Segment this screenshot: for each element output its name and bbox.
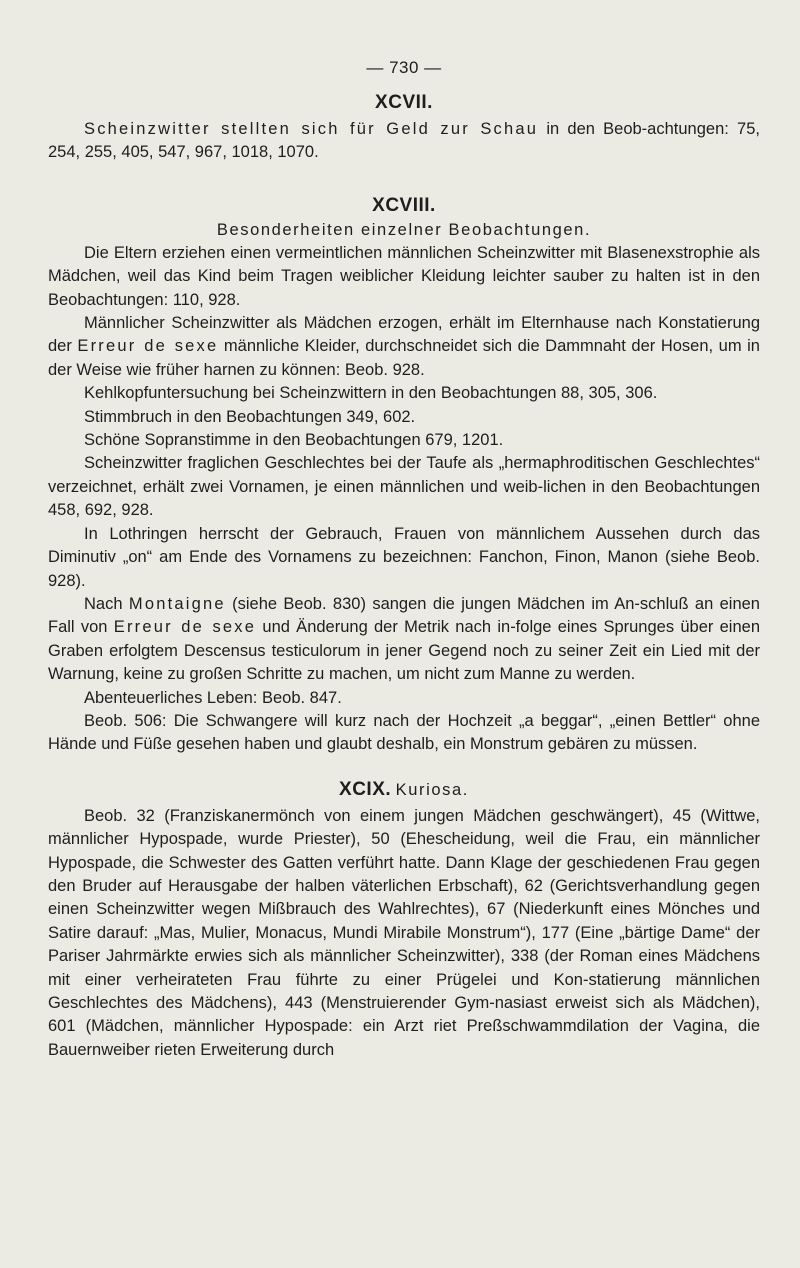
spaced-phrase: Montaigne: [128, 594, 226, 613]
page-number: — 730 —: [366, 58, 442, 77]
paragraph-xcviii-10: Beob. 506: Die Schwangere will kurz nach der Hochzeit „a beggar“, „einen Bettler“ ohne Hände und Füße gesehen haben und glaubt deshalb, ein Monstrum gebären zu müssen.: [48, 711, 760, 754]
spaced-phrase: Erreur de sexe: [77, 337, 219, 356]
paragraph-xcviii-9: Abenteuerliches Leben: Beob. 847.: [84, 688, 342, 707]
paragraph-xcviii-4: Stimmbruch in den Beobachtungen 349, 602.: [84, 407, 416, 426]
paragraph-xcix-1: Beob. 32 (Franziskanermönch von einem jungen Mädchen geschwängert), 45 (Wittwe, männlicher Hypospade, wurde Priester), 50 (Ehescheidung, weil die Frau, ein männlicher Hypospade, die Schwester des Gatten verführt hatte. Dann Klage der geschiedenen Frau gegen den Bruder auf Herausgabe der halben väterlichen Erbschaft), 62 (Gerichtsverhandlung gegen einen Scheinzwitter wegen Mißbrauch des Wahlrechtes), 67 (Niederkunft eines Mönches und Satire darauf: „Mas, Mulier, Monacus, Mundi Mirabile Monstrum“), 177 (Eine „bärtige Dame“ der Pariser Jahrmärkte erwies sich als männlicher Scheinzwitter), 338 (der Roman eines Mädchens mit einer verheirateten Frau führte zu einer Prügelei und Kon-statierung männlichen Geschlechtes des Mädchens), 443 (Menstruierender Gym-nasiast erweist sich als Mädchen), 601 (Mädchen, männlicher Hypospade: ein Arzt riet Preßschwammdilation der Vagina, die Bauernweiber rieten Erweiterung durch: [48, 806, 760, 1059]
text-run: Nach: [84, 594, 129, 613]
paragraph-xcviii-7: In Lothringen herrscht der Gebrauch, Frauen von männlichem Aussehen durch das Diminutiv „on“ am Ende des Vornamens zu bezeichnen: Fanchon, Finon, Manon (siehe Beob. 928).: [48, 524, 760, 590]
section-heading-xcviii: XCVIII.: [372, 194, 436, 216]
paragraph-xcviii-8: [48, 593, 760, 687]
section-subtitle-xcviii: Besonderheiten einzelner Beobachtungen.: [216, 220, 592, 239]
book-page: [48, 58, 760, 1062]
section-heading-xcix: XCIX.: [339, 778, 392, 800]
section-heading-line-xcix: [48, 779, 760, 801]
paragraph-xcviii-3: Kehlkopfuntersuchung bei Scheinzwittern in den Beobachtungen 88, 305, 306.: [84, 384, 658, 403]
paragraph-xcviii-6: Scheinzwitter fraglichen Geschlechtes bei der Taufe als „hermaphroditischen Geschlechtes“ verzeichnet, erhält zwei Vornamen, je einen männlichen und weib-lichen in den Beobachtungen 458, 692, 928.: [48, 454, 760, 520]
text-run: und Änderung der Metrik nach in-folge eines Sprunges über einen Graben erfolgtem Descensus testiculorum in jener Gegend noch zu seiner Zeit ein Lied mit der Warnung, keine zu großen Schritte zu machen, um nicht zum Manne zu werden.: [48, 618, 760, 684]
text-run: männliche Kleider, durchschneidet sich die Dammnaht der Hosen, um in der Weise wie früher harnen zu können: Beob. 928.: [48, 337, 760, 379]
paragraph-xcviii-5: Schöne Sopranstimme in den Beobachtungen 679, 1201.: [84, 431, 504, 450]
section-heading-xcvii: XCVII.: [375, 92, 433, 113]
paragraph-xcvii-1: [48, 118, 760, 165]
text-run: Männlicher Scheinzwitter als Mädchen erzogen, erhält im Elternhause nach Konstatierung der: [48, 314, 760, 356]
spaced-phrase: Scheinzwitter stellten sich für Geld zur Schau: [84, 120, 539, 138]
paragraph-xcviii-2: [48, 312, 760, 382]
section-subtitle-xcix: Kuriosa.: [395, 780, 469, 799]
paragraph-xcviii-1: Die Eltern erziehen einen vermeintlichen männlichen Scheinzwitter mit Blasenexstrophie als Mädchen, weil das Kind beim Tragen weiblicher Kleidung leichter sauber zu halten ist in den Beobachtungen: 110, 928.: [48, 243, 760, 309]
text-run: in den Beob-achtungen: 75, 254, 255, 405, 547, 967, 1018, 1070.: [48, 120, 760, 162]
spaced-phrase: Erreur de sexe: [113, 618, 257, 637]
text-run: (siehe Beob. 830) sangen die jungen Mädchen im An-schluß an einen Fall von: [48, 594, 760, 637]
